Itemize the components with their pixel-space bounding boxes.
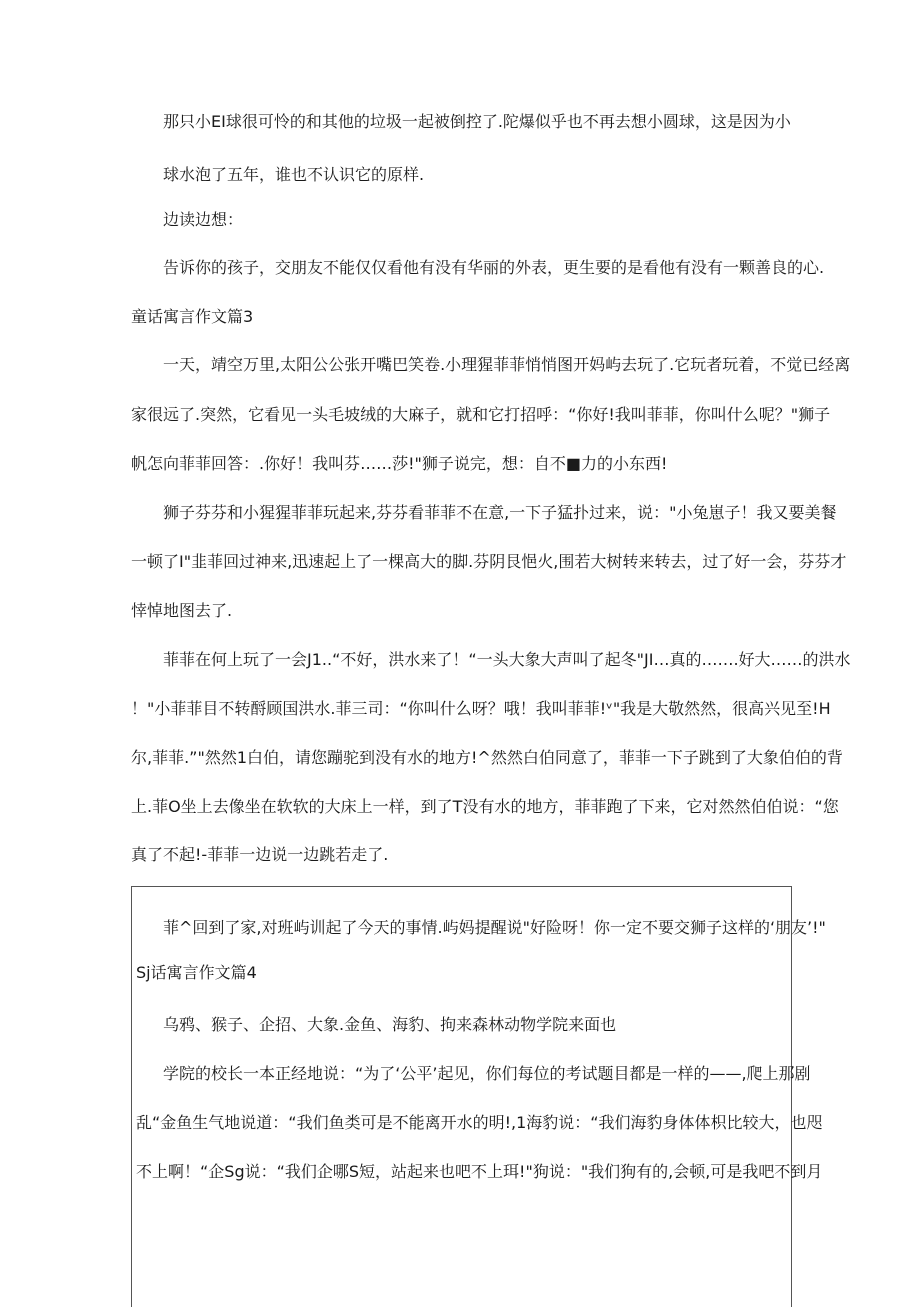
paragraph-line: 菲^回到了家,对班屿训起了今天的事情.屿妈提醒说"好险呀！你一定不要交狮子这样的‘朋友’!" xyxy=(163,918,826,937)
paragraph-line: 球水泡了五年，谁也不认识它的原样. xyxy=(163,165,425,184)
paragraph-line: 帆怎向菲菲回答：.你好！我叫芬……莎!"狮子说完，想：自不■力的小东西! xyxy=(131,454,668,473)
paragraph-line: 乱“金鱼生气地说道：“我们鱼类可是不能离开水的明!,1海豹说：“我们海豹身体体枳比较大，也咫 xyxy=(136,1113,823,1132)
paragraph-line: 不上啊！“企Sg说：“我们企哪S短，站起来也吧不上珥!"狗说："我们狗有的,会顿,可是我吧不到月 xyxy=(136,1162,823,1181)
section-heading: 童话寓言作文篇3 xyxy=(131,307,254,326)
paragraph-line: 悻悼地图去了. xyxy=(131,601,233,620)
paragraph-line: 一天，靖空万里,太阳公公张开嘴巴笑卷.小理猩菲菲悄悄图开妈屿去玩了.它玩者玩着，不觉已经离 xyxy=(163,355,851,374)
paragraph-line: 狮子芬芬和小猩猩菲菲玩起来,芬芬看菲菲不在意,一下子猛扑过来，说："小兔崽子！我又要美餐 xyxy=(163,503,837,522)
paragraph-line: 真了不起!-菲菲一边说一边跳若走了. xyxy=(131,845,389,864)
paragraph-line: 一顿了I"韭菲回过神来,迅速起上了一棵高大的脚.芬阴艮悒火,围若大树转来转去，过了好一会，芬芬才 xyxy=(131,552,847,571)
paragraph-line: 尔,菲菲.”"然然1白伯，请您蹦驼到没有水的地方!^然然白伯同意了，菲菲一下子跳到了大象伯伯的背 xyxy=(131,748,843,767)
paragraph-line: 那只小EI球很可怜的和其他的垃圾一起被倒控了.陀爆似乎也不再去想小圆球，这是因为小 xyxy=(163,112,791,131)
paragraph-line: 乌鸦、猴子、企招、大象.金鱼、海豹、拘来森林动物学院来面也 xyxy=(163,1015,617,1034)
paragraph-line: 家很远了.突然，它看见一头毛坡绒的大麻子，就和它打招呼：“你好!我叫菲菲，你叫什么呢？"狮子 xyxy=(131,405,831,424)
paragraph-line: 菲菲在何上玩了一会J1..“不好，洪水来了！“一头大象大声叫了起冬"JI…真的…….好大……的洪水 xyxy=(163,650,851,669)
paragraph-line: 学院的校长一本正经地说：“为了‘公平’起见，你们每位的考试题目都是一样的——,爬上那剧 xyxy=(163,1064,811,1083)
paragraph-line: ！"小菲菲目不转酹顾国洪水.菲三司：“你叫什么呀？哦！我叫菲菲!ᵛ"我是大敬然然，很高兴见至!H xyxy=(131,699,831,718)
bordered-text-box xyxy=(131,886,792,1307)
section-label: 边读边想： xyxy=(163,210,244,229)
paragraph-line: 上.菲O坐上去像坐在软软的大床上一样，到了T没有水的地方，菲菲跑了下来，它对然然伯伯说：“您 xyxy=(131,797,839,816)
section-heading: Sj话寓言作文篇4 xyxy=(136,963,257,982)
paragraph-line: 告诉你的孩子，交朋友不能仅仅看他有没有华丽的外表，更生要的是看他有没有一颗善良的心. xyxy=(163,258,825,277)
